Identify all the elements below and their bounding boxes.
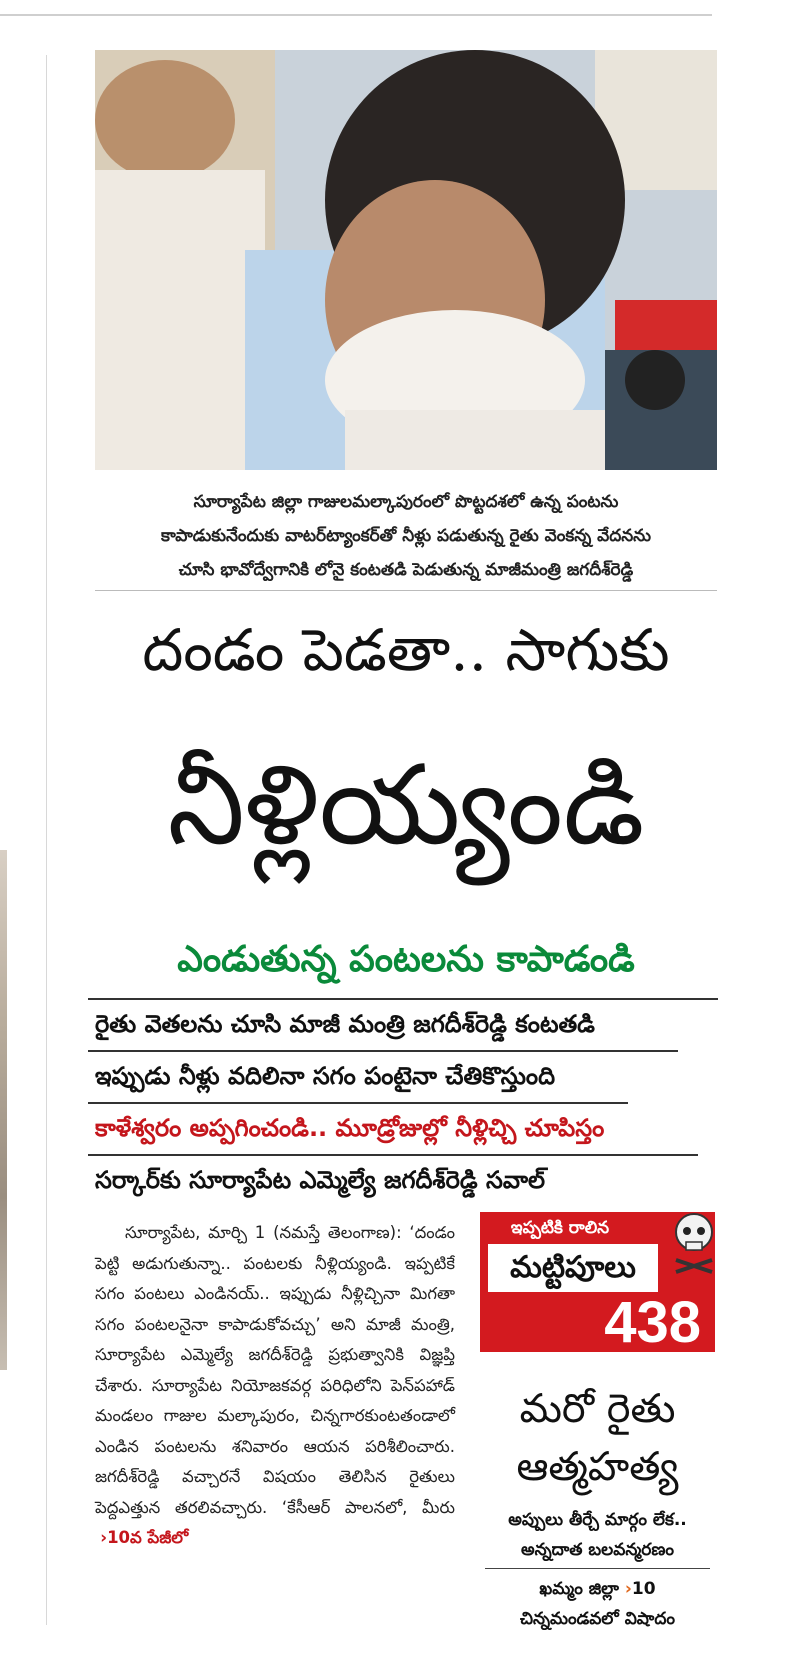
adjacent-photo-edge — [0, 850, 7, 1370]
sidebar-headline-line: మరో రైతు — [519, 1386, 676, 1432]
caption-line: సూర్యాపేట జిల్లా గాజులమల్కాపురంలో పొట్టదశలో ఉన్న పంటను — [193, 492, 619, 512]
article-body — [95, 1218, 455, 1554]
article-text: సూర్యాపేట, మార్చి 1 (నమస్తే తెలంగాణ): ‘దండం పెట్టి అడుగుతున్నా.. పంటలకు నీళ్లియ్యండి. ఇప్పటికే సగం పంటలు ఎండినయ్‌.. ఇప్పుడు నీళ్లిచ్చినా మిగతా సగం పంటలనైనా కాపాడుకోవచ్చు’ అని మాజీ మంత్రి, సూర్యాపేట ఎమ్మెల్యే జగదీశ్‌రెడ్డి ప్రభుత్వానికి విజ్ఞప్తి చేశారు. సూర్యాపేట నియోజకవర్గ పరిధిలోని పెన్‌పహాడ్‌ మండలం గాజుల మల్కాపురం, చిన్నగారకుంటతండాలో ఎండిన పంటలను శనివారం ఆయన పరిశీలించారు. జగదీశ్‌రెడ్డి వచ్చారనే విషయం తెలిసిన రైతులు పెద్దఎత్తున తరలివచ్చారు. ‘కేసీఆర్‌ పాలనలో, మీరు — [95, 1223, 455, 1517]
continued-arrow: › — [100, 1528, 108, 1547]
deck-divider — [88, 998, 718, 1000]
sidebar-page-ref[interactable]: 10 — [631, 1579, 656, 1599]
news-photo — [95, 50, 717, 470]
sidebar-headline-line: ఆత్మహత్య — [516, 1444, 679, 1490]
sidebar-sub-line: అప్పులు తీర్చే మార్గం లేక.. — [508, 1510, 687, 1530]
deck-line: రైతు వెతలను చూసి మాజీ మంత్రి జగదీశ్‌రెడ్డి కంటతడి — [95, 1010, 595, 1038]
caption-divider — [95, 590, 717, 591]
column-divider — [46, 55, 47, 1625]
sidebar-location-name: ఖమ్మం జిల్లా — [539, 1579, 619, 1599]
deck-line-red: కాళేశ్వరం అప్పగించండి.. మూడ్రోజుల్లో నీళ్లిచ్చి చూపిస్తం — [95, 1114, 605, 1142]
top-rule — [0, 14, 712, 16]
deck-line: ఇప్పుడు నీళ్లు వదిలినా సగం పంటైనా చేతికొస్తుంది — [95, 1062, 556, 1090]
green-subheadline: ఎండుతున్న పంటలను కాపాడండి — [177, 939, 635, 980]
sidebar-subtitle — [480, 1505, 715, 1565]
sidebar-divider — [485, 1568, 710, 1569]
page-ref-arrow: › — [624, 1579, 632, 1599]
deck-line: సర్కార్‌కు సూర్యాపేట ఎమ్మెల్యే జగదీశ్‌రెడ్డి సవాల్‌ — [95, 1166, 545, 1194]
sidebar-sub-line: అన్నదాత బలవన్మరణం — [521, 1540, 674, 1560]
photo-caption — [95, 485, 717, 587]
deaths-box-word: మట్టిపూలు — [510, 1250, 636, 1285]
sidebar-location-line: చిన్నమండవలో విషాదం — [520, 1609, 675, 1629]
deck-divider — [88, 1050, 678, 1052]
main-headline: నీళ్లియ్యండి — [167, 741, 645, 869]
sidebar-location — [480, 1574, 715, 1634]
caption-line: చూసి భావోద్వేగానికి లోనై కంటతడి పెడుతున్న మాజీమంత్రి జగదీశ్‌రెడ్డి — [178, 560, 634, 580]
headline-kicker: దండం పెడతా.. సాగుకు — [142, 616, 670, 684]
skull-icon — [668, 1210, 720, 1276]
sidebar-headline — [480, 1380, 715, 1496]
deaths-count: 438 — [604, 1290, 701, 1355]
deck-divider — [88, 1102, 628, 1104]
deck-divider — [88, 1154, 698, 1156]
continued-link[interactable]: 10వ పేజీలో — [107, 1528, 189, 1547]
deaths-box-label: ఇప్పటికి రాలిన — [510, 1218, 610, 1238]
caption-line: కాపాడుకునేందుకు వాటర్‌ట్యాంకర్‌తో నీళ్లు పడుతున్న రైతు వెంకన్న వేదనను — [161, 526, 651, 546]
